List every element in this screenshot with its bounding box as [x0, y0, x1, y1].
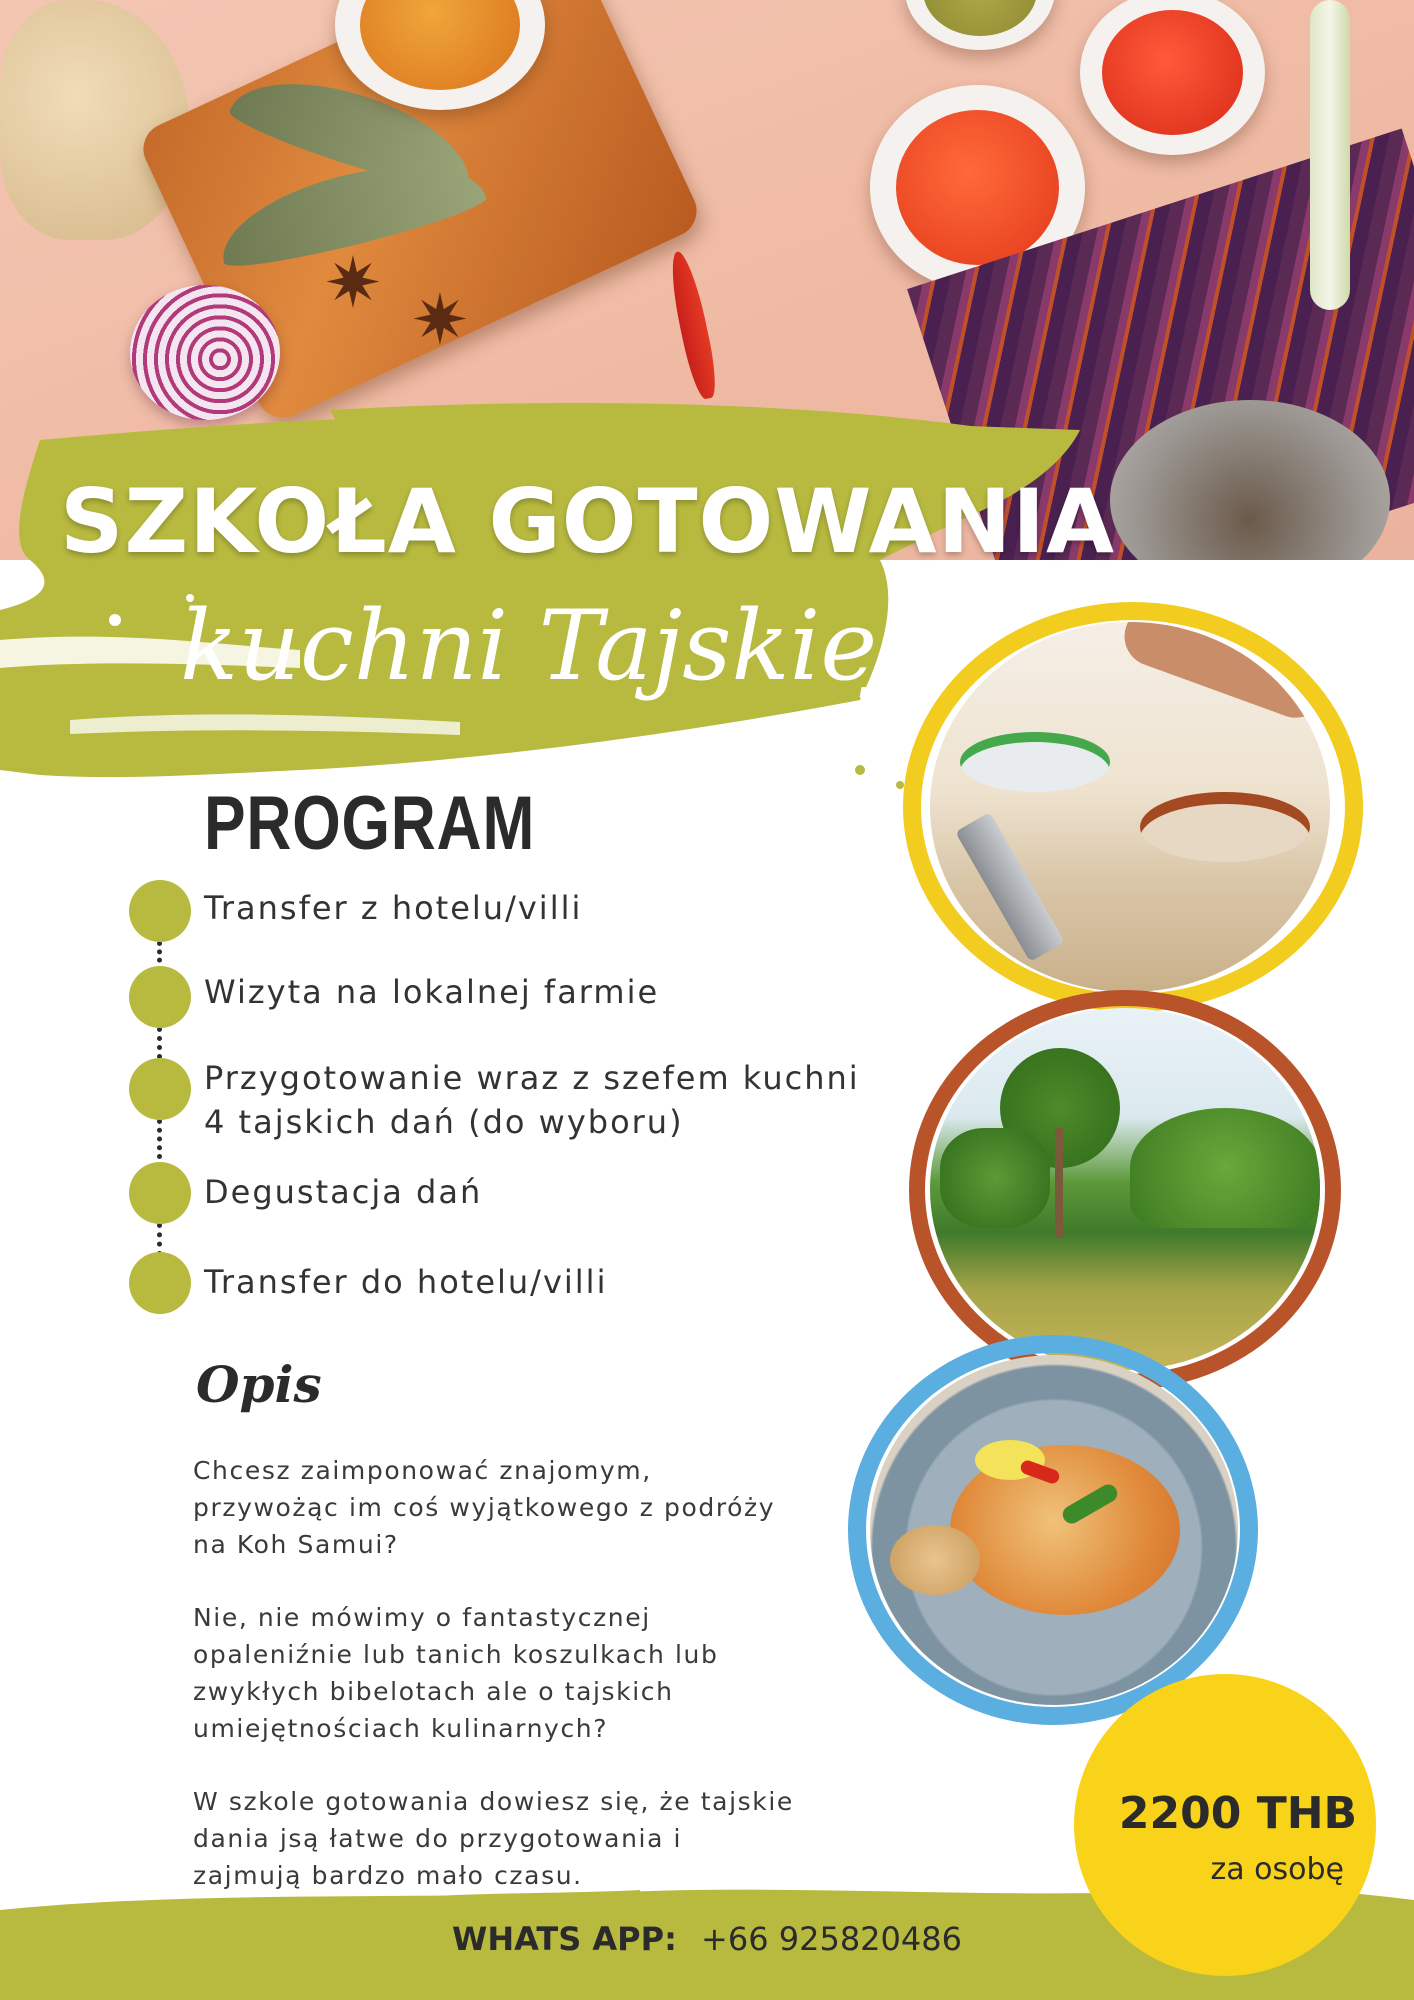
program-step-text: Transfer z hotelu/villi — [204, 889, 583, 927]
program-heading: PROGRAM — [204, 781, 536, 866]
program-timeline — [0, 0, 907, 1400]
farm-photo — [930, 1008, 1320, 1370]
timeline-dot — [129, 1162, 191, 1224]
star-anise-icon: ✷ — [410, 279, 470, 361]
price-amount: 2200 THB — [1118, 1788, 1358, 1839]
chef-cooking-photo — [930, 622, 1330, 992]
program-step-text: Przygotowanie wraz z szefem kuchni — [204, 1059, 860, 1097]
description-paragraph-2: Nie, nie mówimy o fantastycznej opaleniźnie lub tanich koszulkach lub zwykłych bibelotach ale o tajskich umiejętnościach kulinarnych? — [193, 1603, 719, 1743]
whatsapp-label: WHATS APP: — [452, 1920, 677, 1958]
title-line-2: kuchni Tajskiej — [180, 590, 907, 702]
timeline-connector — [157, 1027, 162, 1059]
price-per-person: za osobę — [1210, 1852, 1344, 1887]
program-step — [204, 1170, 482, 1214]
program-step — [204, 970, 659, 1014]
program-step-text-line2: 4 tajskich dań (do wyboru) — [204, 1103, 684, 1141]
title-line-1: SZKOŁA GOTOWANIA — [60, 470, 1116, 573]
description-paragraph-3: W szkole gotowania dowiesz się, że tajskie dania jsą łatwe do przygotowania i zajmują bardzo mało czasu. — [193, 1787, 794, 1890]
timeline-dot — [129, 1252, 191, 1314]
timeline-dot — [129, 1058, 191, 1120]
timeline-dot — [129, 966, 191, 1028]
contact-line — [0, 1920, 1414, 1958]
whatsapp-phone[interactable]: +66 925820486 — [701, 1920, 962, 1958]
pad-thai-photo — [870, 1355, 1238, 1705]
description-heading: Opis — [196, 1355, 322, 1414]
program-step-text: Transfer do hotelu/villi — [204, 1263, 608, 1301]
star-anise-icon: ✷ — [323, 242, 383, 324]
description-paragraph-1: Chcesz zaimponować znajomym, przywożąc im coś wyjątkowego z podróży na Koh Samui? — [193, 1456, 776, 1559]
program-step — [204, 1056, 860, 1144]
timeline-dot — [129, 880, 191, 942]
program-step-text: Degustacja dań — [204, 1173, 483, 1211]
program-step — [204, 886, 582, 930]
program-step — [204, 1260, 607, 1304]
timeline-connector — [157, 1119, 162, 1159]
program-step-text: Wizyta na lokalnej farmie — [204, 973, 660, 1011]
